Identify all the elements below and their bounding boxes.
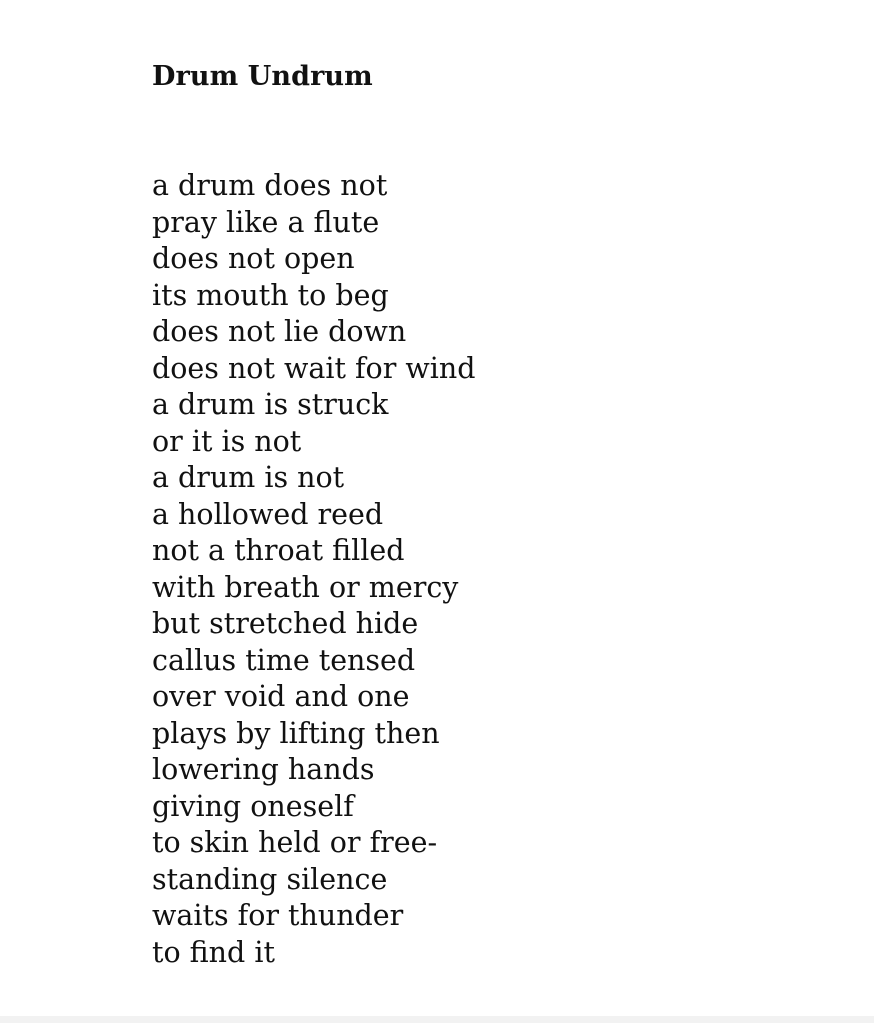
poem-line: giving oneself xyxy=(152,789,354,823)
page-bottom-edge xyxy=(0,1016,874,1023)
poem-line: but stretched hide xyxy=(152,607,419,640)
poem-line: a drum is struck xyxy=(152,388,389,421)
poem-line: does not lie down xyxy=(152,315,407,348)
poem-line: with breath or mercy xyxy=(152,570,459,604)
poem-line: waits for thunder xyxy=(152,899,404,932)
poem-line: a hollowed reed xyxy=(152,497,384,531)
poem-line: a drum does not xyxy=(152,169,388,202)
poem-line: not a throat filled xyxy=(152,534,405,567)
poem-line: does not wait for wind xyxy=(152,351,476,385)
poem-line: or it is not xyxy=(152,424,302,458)
poem-title: Drum Undrum xyxy=(152,61,373,92)
poem-line: callus time tensed xyxy=(152,643,416,677)
poem-line: plays by lifting then xyxy=(152,716,440,750)
poem-body xyxy=(152,168,476,971)
poem-line: pray like a flute xyxy=(152,205,380,239)
poem-line: its mouth to beg xyxy=(152,278,389,312)
poem-line: to skin held or free- xyxy=(152,826,438,859)
poem-line: over void and one xyxy=(152,680,410,713)
poem-line: lowering hands xyxy=(152,753,375,786)
poem-line: standing silence xyxy=(152,862,388,896)
poem-line: a drum is not xyxy=(152,461,345,494)
poem-line: does not open xyxy=(152,242,355,275)
poem-line: to find it xyxy=(152,935,275,969)
